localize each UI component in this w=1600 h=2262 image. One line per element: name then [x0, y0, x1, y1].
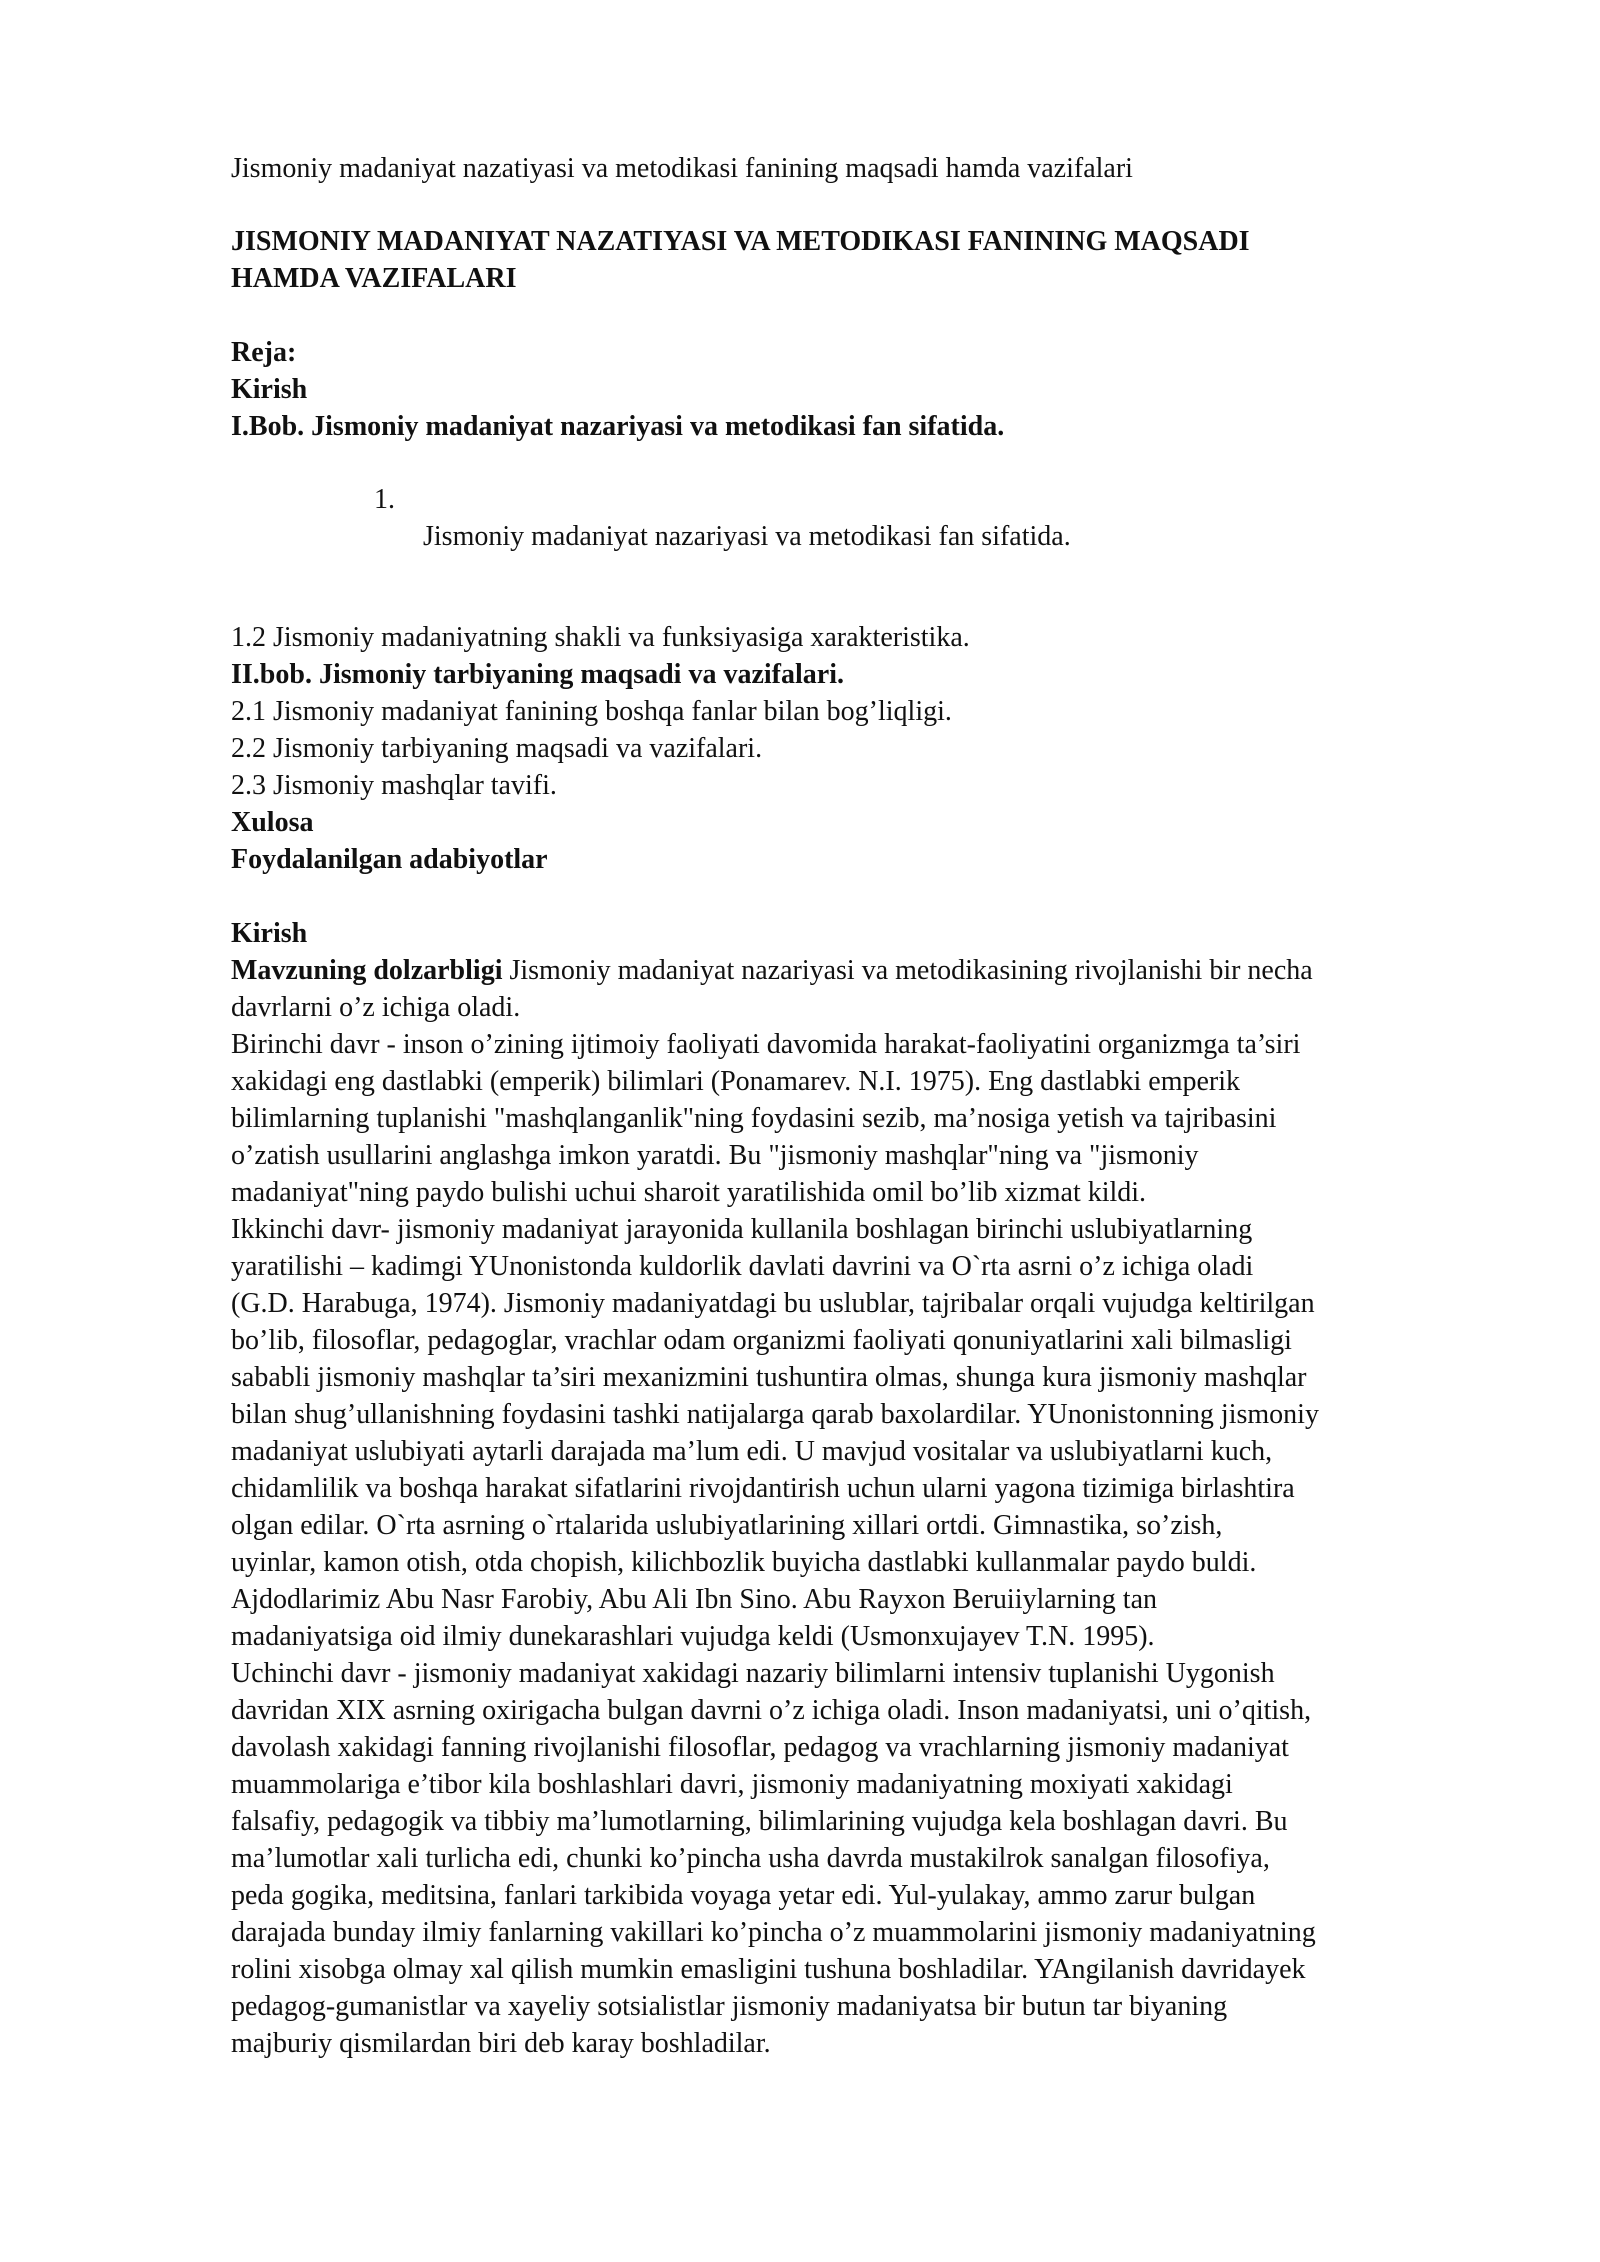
toc-item-1-number: 1.	[374, 484, 395, 515]
intro-line: Ajdodlarimiz Abu Nasr Farobiy, Abu Ali Ibn Sino. Abu Rayxon Beruiiylarning tan	[231, 1584, 1157, 1615]
intro-line: ma’lumotlar xali turlicha edi, chunki ko’pincha usha davrda mustakilrok sanalgan filosofiya,	[231, 1843, 1270, 1874]
intro-line: muammolariga e’tibor kila boshlashlari davri, jismoniy madaniyatning moxiyati xakidagi	[231, 1769, 1233, 1800]
intro-line: davolash xakidagi fanning rivojlanishi filosoflar, pedagog va vrachlarning jismoniy madaniyat	[231, 1732, 1289, 1763]
toc-chapter-2: II.bob. Jismoniy tarbiyaning maqsadi va vazifalari.	[231, 659, 844, 690]
main-heading-line-2: HAMDA VAZIFALARI	[231, 263, 517, 294]
intro-line: xakidagi eng dastlabki (emperik) bilimlari (Ponamarev. N.I. 1975). Eng dastlabki emperik	[231, 1066, 1241, 1097]
intro-line: uyinlar, kamon otish, otda chopish, kilichbozlik buyicha dastlabki kullanmalar paydo buldi.	[231, 1547, 1257, 1578]
intro-line: Uchinchi davr - jismoniy madaniyat xakidagi nazariy bilimlarni intensiv tuplanishi Uygonish	[231, 1658, 1275, 1689]
toc-kirish: Kirish	[231, 374, 308, 405]
intro-line: falsafiy, pedagogik va tibbiy ma’lumotlarning, bilimlarining vujudga kela boshlagan davri. Bu	[231, 1806, 1288, 1837]
intro-line: davridan XIX asrning oxirigacha bulgan davrni o’z ichiga oladi. Inson madaniyatsi, uni o’qitish,	[231, 1695, 1312, 1726]
intro-line: o’zatish usullarini anglashga imkon yaratdi. Bu "jismoniy mashqlar"ning va "jismoniy	[231, 1140, 1199, 1171]
intro-line: chidamlilik va boshqa harakat sifatlarini rivojdantirish uchun ularni yagona tizimiga birlashtira	[231, 1473, 1295, 1504]
toc-item-2-1: 2.1 Jismoniy madaniyat fanining boshqa fanlar bilan bog’liqligi.	[231, 696, 952, 727]
intro-line	[231, 952, 1521, 989]
document-page	[231, 150, 1521, 2062]
intro-line: bilimlarning tuplanishi "mashqlanganlik"ning foydasini sezib, ma’nosiga yetish va tajribasini	[231, 1103, 1277, 1134]
toc-adabiyotlar: Foydalanilgan adabiyotlar	[231, 844, 548, 875]
main-heading-line-1: JISMONIY MADANIYAT NAZATIYASI VA METODIKASI FANINING MAQSADI	[231, 226, 1250, 257]
intro-line: davrlarni o’z ichiga oladi.	[231, 992, 521, 1023]
intro-line: olgan edilar. O`rta asrning o`rtalarida uslubiyatlarining xillari ortdi. Gimnastika, so’zish,	[231, 1510, 1223, 1541]
intro-line: bo’lib, filosoflar, pedagoglar, vrachlar odam organizmi faoliyati qonuniyatlarini xali bilmasligi	[231, 1325, 1292, 1356]
toc-item-2-3: 2.3 Jismoniy mashqlar tavifi.	[231, 770, 557, 801]
toc-item-1-text: Jismoniy madaniyat nazariyasi va metodikasi fan sifatida.	[423, 521, 1071, 552]
intro-lead-bold: Mavzuning dolzarbligi	[231, 955, 503, 986]
intro-heading: Kirish	[231, 918, 308, 949]
table-of-contents	[231, 334, 1521, 878]
intro-line: madaniyat"ning paydo bulishi uchui sharoit yaratilishida omil bo’lib xizmat kildi.	[231, 1177, 1147, 1208]
toc-chapter-1: I.Bob. Jismoniy madaniyat nazariyasi va metodikasi fan sifatida.	[231, 411, 1005, 442]
intro-line: madaniyat uslubiyati aytarli darajada ma’lum edi. U mavjud vositalar va uslubiyatlarni kuch,	[231, 1436, 1273, 1467]
toc-xulosa: Xulosa	[231, 807, 314, 838]
intro-line: pedagog-gumanistlar va xayeliy sotsialistlar jismoniy madaniyatsa bir butun tar biyaning	[231, 1991, 1228, 2022]
intro-line: rolini xisobga olmay xal qilish mumkin emasligini tushuna boshladilar. YAngilanish davridayek	[231, 1954, 1306, 1985]
intro-line: darajada bunday ilmiy fanlarning vakillari ko’pincha o’z muammolarini jismoniy madaniyatning	[231, 1917, 1316, 1948]
toc-item-2-2: 2.2 Jismoniy tarbiyaning maqsadi va vazifalari.	[231, 733, 763, 764]
intro-line: majburiy qismilardan biri deb karay boshladilar.	[231, 2028, 771, 2059]
intro-line: bilan shug’ullanishning foydasini tashki natijalarga qarab baxolardilar. YUnonistonning jismoniy	[231, 1399, 1319, 1430]
intro-line: Ikkinchi davr- jismoniy madaniyat jarayonida kullanila boshlagan birinchi uslubiyatlarning	[231, 1214, 1253, 1245]
intro-line: Birinchi davr - inson o’zining ijtimoiy faoliyati davomida harakat-faoliyatini organizmga ta’siri	[231, 1029, 1301, 1060]
document-title: Jismoniy madaniyat nazatiyasi va metodikasi fanining maqsadi hamda vazifalari	[231, 153, 1133, 184]
intro-line: sababli jismoniy mashqlar ta’siri mexanizmini tushuntira olmas, shunga kura jismoniy mashqlar	[231, 1362, 1307, 1393]
intro-line: yaratilishi – kadimgi YUnonistonda kuldorlik davlati davrini va O`rta asrni o’z ichiga oladi	[231, 1251, 1254, 1282]
main-heading	[231, 223, 1521, 297]
intro-line: (G.D. Harabuga, 1974). Jismoniy madaniyatdagi bu uslublar, tajribalar orqali vujudga keltirilgan	[231, 1288, 1315, 1319]
intro-line: madaniyatsiga oid ilmiy dunekarashlari vujudga keldi (Usmonxujayev T.N. 1995).	[231, 1621, 1155, 1652]
intro-line: peda gogika, meditsina, fanlari tarkibida voyaga yetar edi. Yul-yulakay, ammo zarur bulgan	[231, 1880, 1256, 1911]
toc-reja-label: Reja:	[231, 337, 297, 368]
intro-line-text: Jismoniy madaniyat nazariyasi va metodikasining rivojlanishi bir necha	[502, 955, 1313, 986]
intro-section	[231, 915, 1521, 2062]
toc-item-1-2: 1.2 Jismoniy madaniyatning shakli va funksiyasiga xarakteristika.	[231, 622, 970, 653]
